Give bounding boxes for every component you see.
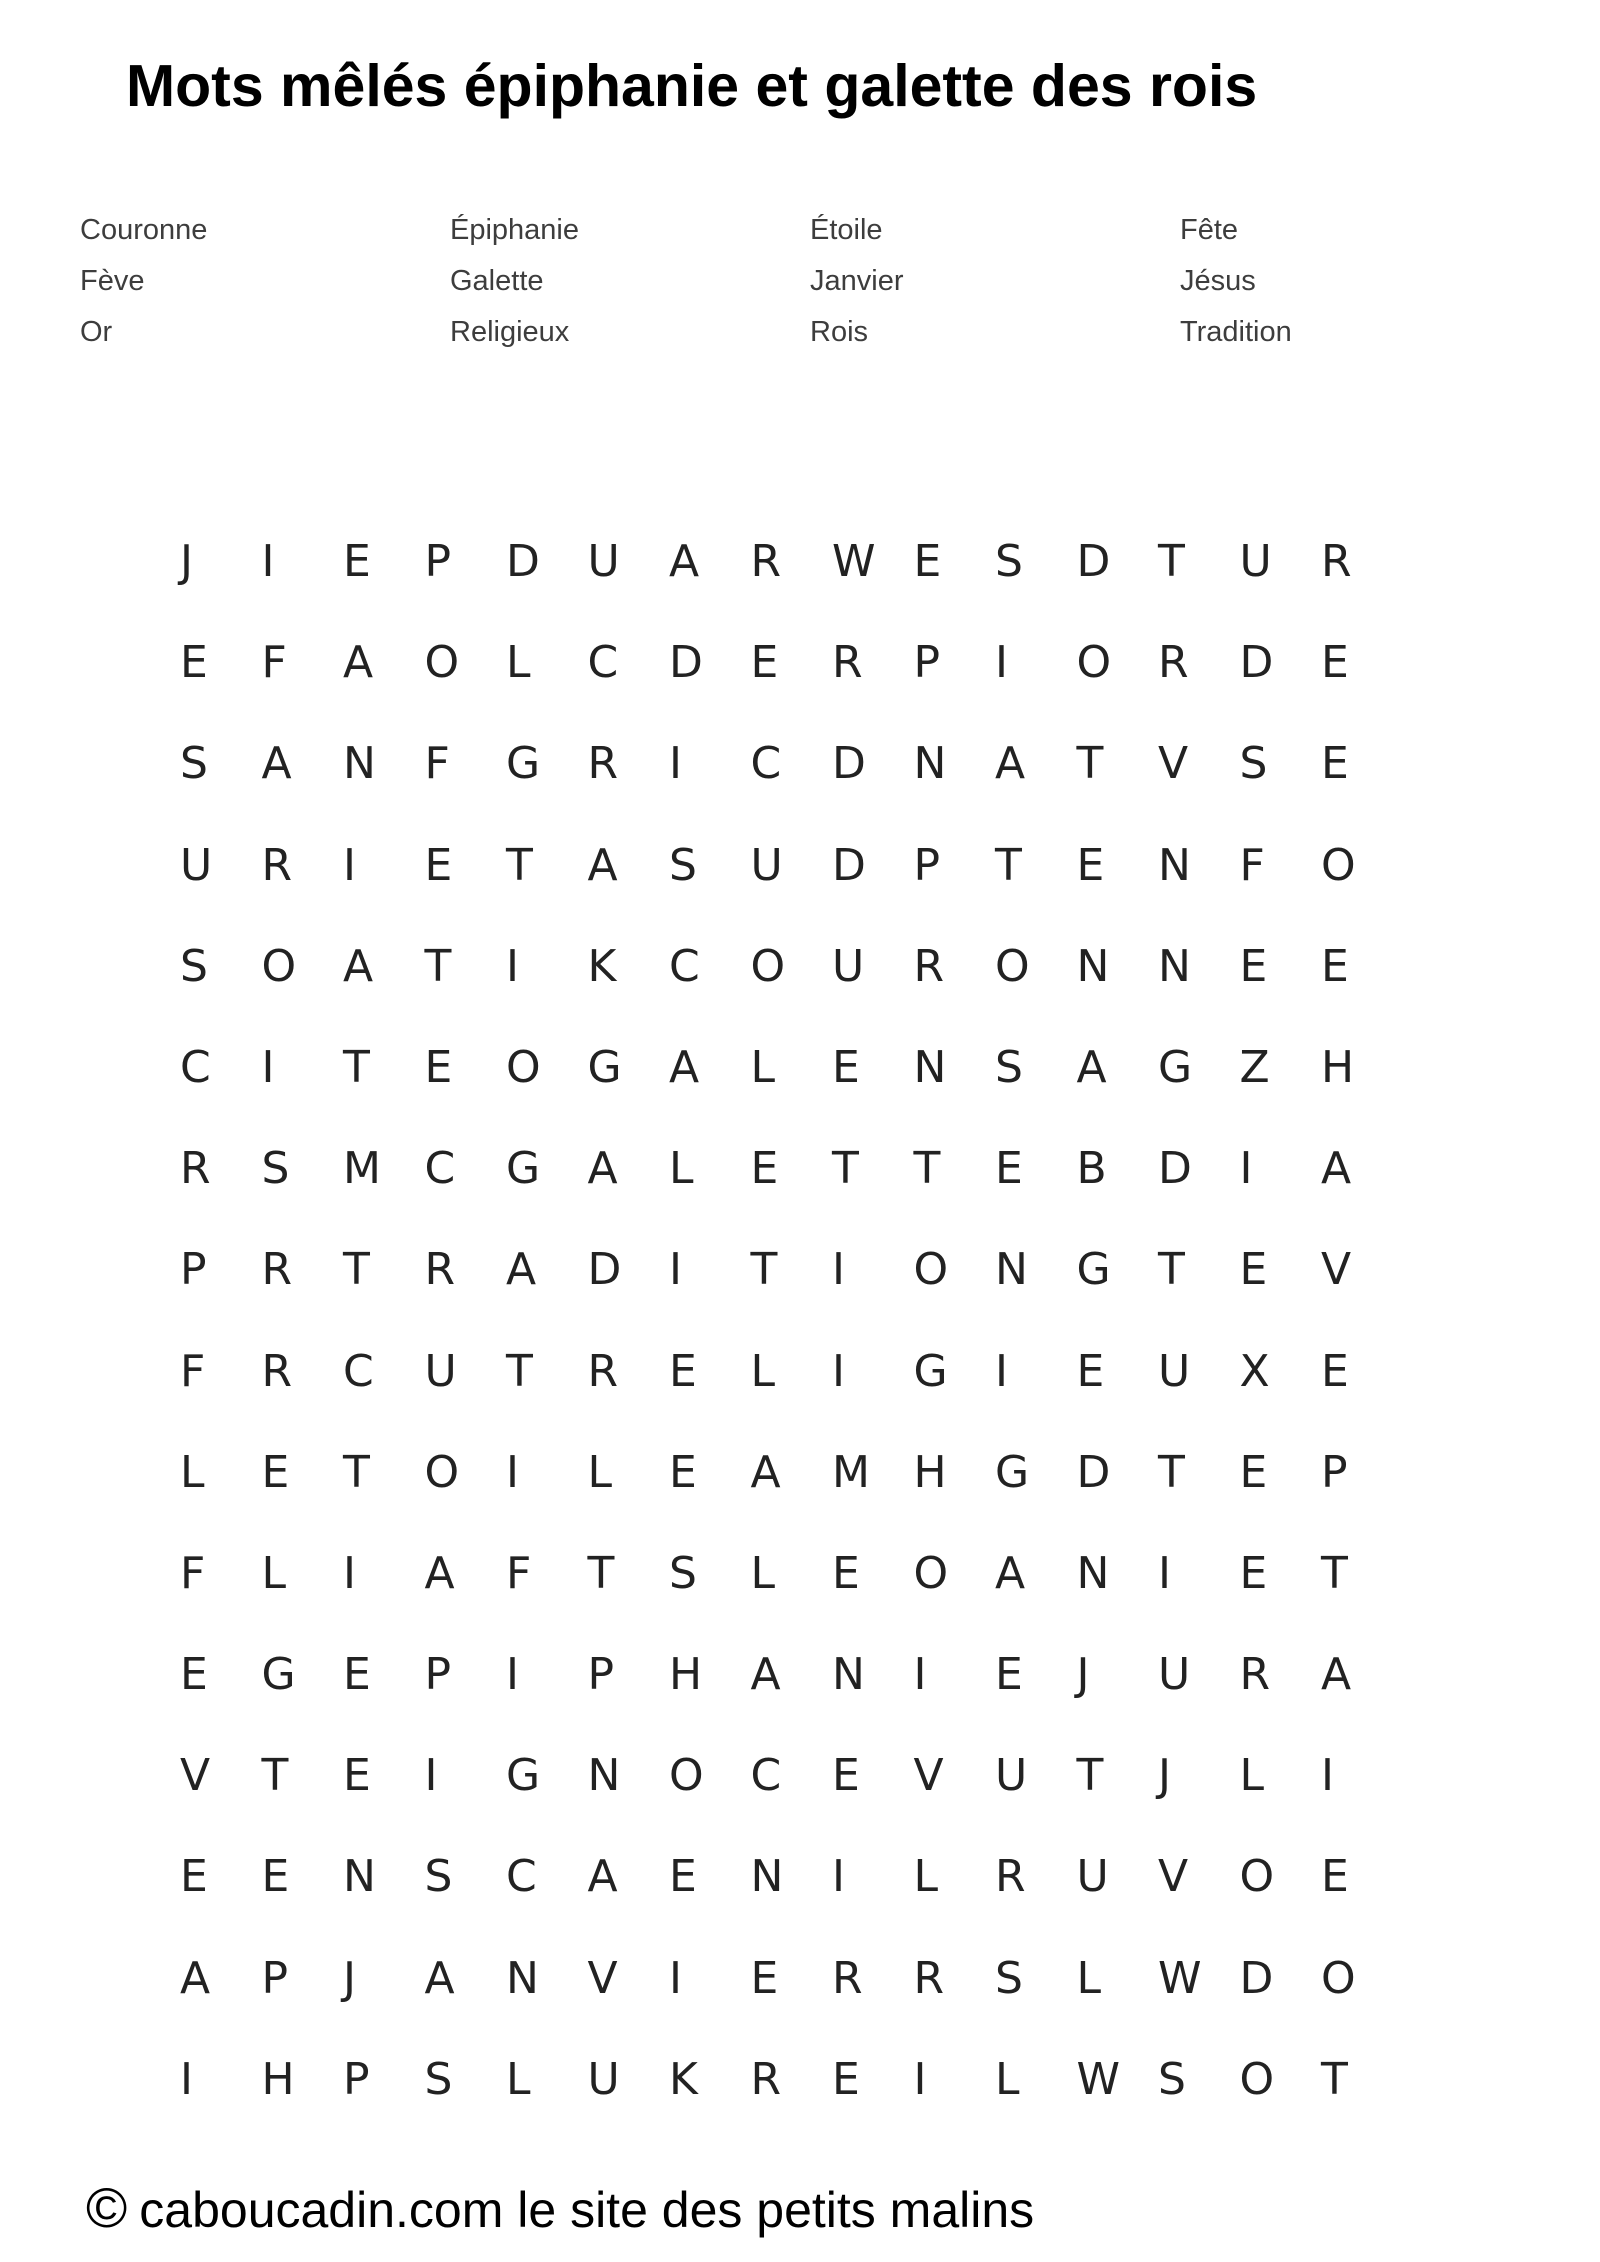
grid-letter: W bbox=[1158, 1952, 1202, 2004]
grid-letter: A bbox=[180, 1952, 211, 2004]
grid-letter: R bbox=[261, 839, 293, 891]
grid-letter: N bbox=[587, 1750, 621, 1802]
grid-letter: T bbox=[587, 1547, 615, 1599]
grid-letter: A bbox=[506, 1244, 537, 1296]
grid-letter: A bbox=[1321, 1143, 1352, 1195]
grid-letter: F bbox=[180, 1547, 206, 1599]
grid-letter: A bbox=[995, 738, 1026, 790]
grid-letter: E bbox=[1076, 1345, 1105, 1397]
grid-letter: G bbox=[1158, 1041, 1193, 1093]
grid-letter: P bbox=[424, 536, 452, 587]
grid-letter: E bbox=[750, 1952, 779, 2004]
grid-letter: A bbox=[587, 1851, 618, 1903]
grid-letter: E bbox=[261, 1851, 290, 1903]
grid-letter: N bbox=[1076, 1547, 1110, 1599]
word-list-item: Jésus bbox=[1180, 265, 1256, 297]
grid-letter: T bbox=[1321, 2053, 1348, 2105]
grid-letter: L bbox=[913, 1851, 939, 1903]
word-list-item: Fête bbox=[1180, 214, 1239, 246]
grid-letter: S bbox=[995, 1041, 1023, 1093]
grid-letter: U bbox=[1239, 536, 1272, 587]
grid-letter: N bbox=[343, 1851, 376, 1903]
grid-letter: R bbox=[587, 738, 619, 790]
grid-letter: E bbox=[832, 1041, 860, 1093]
grid-letter: H bbox=[1321, 1041, 1355, 1093]
grid-letter: N bbox=[506, 1952, 539, 2004]
grid-letter: P bbox=[424, 1649, 452, 1701]
grid-letter: H bbox=[669, 1649, 703, 1701]
grid-letter: T bbox=[343, 1446, 370, 1498]
grid-letter: P bbox=[180, 1244, 207, 1296]
grid-letter: M bbox=[832, 1446, 870, 1498]
grid-letter: R bbox=[261, 1244, 293, 1296]
grid-letter: L bbox=[669, 1143, 694, 1195]
grid-letter: I bbox=[1158, 1547, 1171, 1599]
grid-letter: H bbox=[261, 2053, 295, 2105]
grid-letter: H bbox=[913, 1446, 947, 1498]
grid-letter: I bbox=[913, 2053, 927, 2105]
grid-letter: A bbox=[261, 738, 292, 790]
grid-letter: C bbox=[343, 1345, 374, 1397]
grid-letter: N bbox=[750, 1851, 784, 1903]
grid-letter: P bbox=[587, 1649, 615, 1701]
grid-letter: O bbox=[506, 1041, 541, 1093]
grid-letter: L bbox=[995, 2053, 1020, 2105]
grid-letter: V bbox=[1158, 1851, 1189, 1903]
grid-letter: L bbox=[1076, 1952, 1102, 2004]
grid-letter: C bbox=[587, 637, 619, 689]
grid-letter: U bbox=[750, 839, 783, 891]
grid-letter: U bbox=[424, 1345, 457, 1397]
grid-letter: D bbox=[832, 839, 866, 891]
grid-letter: T bbox=[261, 1750, 289, 1802]
grid-letter: L bbox=[587, 1446, 613, 1498]
grid-letter: E bbox=[1321, 1345, 1349, 1397]
grid-letter: L bbox=[750, 1345, 776, 1397]
grid-letter: A bbox=[587, 839, 618, 891]
grid-letter: A bbox=[750, 1446, 781, 1498]
grid-letter: I bbox=[343, 1547, 356, 1599]
grid-letter: A bbox=[669, 536, 700, 587]
grid-letter: V bbox=[587, 1952, 618, 2004]
grid-letter: A bbox=[1321, 1649, 1352, 1701]
grid-letter: S bbox=[1239, 738, 1268, 790]
grid-letter: P bbox=[343, 2053, 370, 2105]
grid-letter: G bbox=[506, 738, 541, 790]
grid-letter: V bbox=[913, 1750, 944, 1802]
grid-letter: T bbox=[1158, 1446, 1185, 1498]
grid-letter: R bbox=[913, 1952, 945, 2004]
grid-letter: C bbox=[424, 1143, 456, 1195]
grid-letter: T bbox=[832, 1143, 859, 1195]
grid-letter: E bbox=[995, 1143, 1023, 1195]
word-list bbox=[80, 205, 1460, 358]
grid-letter: I bbox=[832, 1244, 845, 1296]
grid-letter: I bbox=[261, 536, 275, 587]
grid-letter: T bbox=[913, 1143, 941, 1195]
grid-letter: E bbox=[750, 637, 779, 689]
grid-letter: I bbox=[832, 1851, 845, 1903]
grid-letter: E bbox=[1239, 1244, 1268, 1296]
grid-letter: U bbox=[995, 1750, 1028, 1802]
grid-letter: T bbox=[1158, 1244, 1185, 1296]
grid-letter: T bbox=[506, 839, 533, 891]
grid-letter: O bbox=[1076, 637, 1112, 689]
grid-letter: G bbox=[995, 1446, 1030, 1498]
grid-letter: R bbox=[261, 1345, 293, 1397]
word-list-item: Épiphanie bbox=[450, 214, 579, 246]
grid-letter: A bbox=[424, 1547, 455, 1599]
grid-letter: D bbox=[1076, 536, 1111, 587]
grid-letter: D bbox=[1239, 637, 1274, 689]
grid-letter: E bbox=[995, 1649, 1023, 1701]
grid-letter: E bbox=[669, 1345, 697, 1397]
grid-letter: E bbox=[1321, 940, 1349, 992]
grid-letter: F bbox=[506, 1547, 532, 1599]
grid-letter: E bbox=[669, 1851, 697, 1903]
grid-letter: C bbox=[750, 1750, 782, 1802]
grid-letter: K bbox=[669, 2053, 698, 2105]
grid-letter: F bbox=[1239, 839, 1265, 891]
grid-letter: G bbox=[506, 1750, 541, 1802]
grid-letter: S bbox=[669, 1547, 697, 1599]
grid-letter: N bbox=[1158, 940, 1191, 992]
grid-letter: E bbox=[832, 1750, 860, 1802]
grid-letter: I bbox=[995, 637, 1008, 689]
grid-letter: R bbox=[750, 2053, 782, 2105]
grid-letter: A bbox=[750, 1649, 781, 1701]
grid-letter: T bbox=[995, 839, 1022, 891]
grid-letter: R bbox=[913, 940, 945, 992]
grid-letter: A bbox=[1076, 1041, 1107, 1093]
grid-letter: E bbox=[180, 1851, 208, 1903]
grid-letter: N bbox=[913, 738, 947, 790]
grid-letter: R bbox=[750, 536, 782, 587]
grid-letter: E bbox=[750, 1143, 779, 1195]
grid-letter: T bbox=[343, 1244, 370, 1296]
grid-letter: O bbox=[995, 940, 1030, 992]
grid-letter: O bbox=[424, 1446, 460, 1498]
grid-letter: I bbox=[261, 1041, 275, 1093]
grid-letter: I bbox=[506, 940, 519, 992]
grid-letter: O bbox=[1239, 1851, 1275, 1903]
grid-letter: T bbox=[750, 1244, 778, 1296]
grid-letter: C bbox=[750, 738, 782, 790]
grid-letter: I bbox=[180, 2053, 193, 2105]
grid-letter: O bbox=[750, 940, 786, 992]
footer-text: caboucadin.com le site des petits malins bbox=[139, 2182, 1035, 2238]
grid-letter: P bbox=[913, 637, 941, 689]
grid-letter: N bbox=[995, 1244, 1028, 1296]
grid-letter: E bbox=[1321, 738, 1349, 790]
word-list-item: Religieux bbox=[450, 316, 570, 348]
grid-letter: E bbox=[832, 1547, 860, 1599]
grid-letter: W bbox=[1076, 2053, 1121, 2105]
grid-letter: O bbox=[669, 1750, 704, 1802]
grid-letter: V bbox=[180, 1750, 211, 1802]
grid-letter: O bbox=[424, 637, 460, 689]
grid-letter: T bbox=[1076, 738, 1104, 790]
grid-letter: C bbox=[669, 940, 700, 992]
grid-letter: R bbox=[424, 1244, 456, 1296]
grid-letter: N bbox=[1158, 839, 1191, 891]
grid-letter: E bbox=[424, 1041, 453, 1093]
copyright-icon: © bbox=[86, 2176, 128, 2239]
grid-letter: G bbox=[587, 1041, 622, 1093]
grid-letter: G bbox=[1076, 1244, 1111, 1296]
grid-letter: O bbox=[261, 940, 297, 992]
grid-letter: G bbox=[506, 1143, 541, 1195]
footer bbox=[86, 2176, 1034, 2242]
grid-letter: T bbox=[1321, 1547, 1348, 1599]
grid-letter: O bbox=[913, 1244, 949, 1296]
page-title: Mots mêlés épiphanie et galette des rois bbox=[126, 53, 1258, 119]
grid-letter: I bbox=[1321, 1750, 1334, 1802]
grid-letter: P bbox=[261, 1952, 289, 2004]
grid-letter: S bbox=[1158, 2053, 1186, 2105]
grid-letter: O bbox=[1239, 2053, 1275, 2105]
grid-letter: S bbox=[424, 1851, 453, 1903]
grid-letter: E bbox=[669, 1446, 697, 1498]
grid-letter: U bbox=[1158, 1345, 1191, 1397]
grid-letter: J bbox=[1158, 1750, 1171, 1802]
grid-letter: L bbox=[261, 1547, 287, 1599]
grid-letter: A bbox=[343, 637, 374, 689]
grid-letter: A bbox=[587, 1143, 618, 1195]
grid-letter: N bbox=[832, 1649, 865, 1701]
grid-letter: L bbox=[506, 2053, 531, 2105]
grid-letter: C bbox=[506, 1851, 537, 1903]
grid-letter: E bbox=[913, 536, 942, 587]
grid-letter: F bbox=[261, 637, 287, 689]
grid-letter: A bbox=[995, 1547, 1026, 1599]
grid-letter: R bbox=[832, 637, 863, 689]
grid-letter: I bbox=[913, 1649, 927, 1701]
grid-letter: E bbox=[832, 2053, 860, 2105]
grid-letter: W bbox=[832, 536, 876, 587]
grid-letter: U bbox=[587, 536, 620, 587]
grid-letter: E bbox=[343, 536, 371, 587]
grid-letter: R bbox=[832, 1952, 863, 2004]
grid-letter: R bbox=[587, 1345, 619, 1397]
grid-letter: T bbox=[1158, 536, 1185, 587]
grid-letter: I bbox=[1239, 1143, 1253, 1195]
grid-letter: G bbox=[913, 1345, 948, 1397]
grid-letter: R bbox=[1158, 637, 1189, 689]
grid-letter: J bbox=[1076, 1649, 1090, 1701]
grid-letter: R bbox=[1239, 1649, 1271, 1701]
grid-letter: I bbox=[995, 1345, 1008, 1397]
grid-letter: D bbox=[1158, 1143, 1192, 1195]
grid-letter: S bbox=[180, 738, 208, 790]
word-list-item: Tradition bbox=[1180, 316, 1292, 348]
grid-letter: J bbox=[343, 1952, 356, 2004]
grid-letter: L bbox=[180, 1446, 205, 1498]
grid-letter: S bbox=[180, 940, 208, 992]
grid-letter: I bbox=[832, 1345, 845, 1397]
grid-letter: U bbox=[180, 839, 213, 891]
grid-letter: O bbox=[1321, 1952, 1356, 2004]
grid-letter: E bbox=[424, 839, 453, 891]
grid-letter: Z bbox=[1239, 1041, 1270, 1093]
grid-letter: I bbox=[669, 738, 682, 790]
grid-letter: O bbox=[913, 1547, 949, 1599]
word-list-item: Couronne bbox=[80, 214, 208, 246]
grid-letter: A bbox=[424, 1952, 455, 2004]
grid-letter: T bbox=[424, 940, 452, 992]
grid-letter: E bbox=[180, 637, 208, 689]
grid-letter: E bbox=[343, 1649, 371, 1701]
grid-letter: E bbox=[1239, 940, 1268, 992]
grid-letter: D bbox=[587, 1244, 622, 1296]
grid-letter: I bbox=[669, 1952, 682, 2004]
grid-letter: V bbox=[1321, 1244, 1352, 1296]
grid-letter: O bbox=[1321, 839, 1356, 891]
word-list-item: Janvier bbox=[810, 265, 904, 297]
grid-letter: X bbox=[1239, 1345, 1270, 1397]
grid-letter: D bbox=[832, 738, 866, 790]
grid-letter: E bbox=[343, 1750, 371, 1802]
grid-letter: E bbox=[1239, 1547, 1268, 1599]
grid-letter: N bbox=[913, 1041, 947, 1093]
grid-letter: S bbox=[424, 2053, 453, 2105]
grid-letter: D bbox=[1076, 1446, 1111, 1498]
grid-letter: E bbox=[1321, 637, 1349, 689]
grid-letter: V bbox=[1158, 738, 1189, 790]
grid-letter: A bbox=[343, 940, 374, 992]
grid-letter: R bbox=[995, 1851, 1026, 1903]
grid-letter: K bbox=[587, 940, 617, 992]
grid-letter: J bbox=[180, 536, 193, 587]
grid-letter: E bbox=[1239, 1446, 1268, 1498]
grid-letter: L bbox=[750, 1547, 776, 1599]
grid-letter: I bbox=[424, 1750, 438, 1802]
grid-letter: I bbox=[669, 1244, 682, 1296]
grid-letter: E bbox=[1076, 839, 1105, 891]
grid-letter: N bbox=[1076, 940, 1110, 992]
grid-letter: E bbox=[180, 1649, 208, 1701]
grid-letter: U bbox=[587, 2053, 620, 2105]
grid-letter: T bbox=[506, 1345, 533, 1397]
grid-letter: S bbox=[669, 839, 697, 891]
grid-letter: L bbox=[750, 1041, 776, 1093]
letter-grid bbox=[180, 527, 1356, 2146]
grid-letter: F bbox=[424, 738, 450, 790]
grid-letter: U bbox=[832, 940, 865, 992]
grid-letter: I bbox=[506, 1649, 519, 1701]
grid-letter: L bbox=[506, 637, 531, 689]
grid-letter: L bbox=[1239, 1750, 1265, 1802]
grid-letter: T bbox=[1076, 1750, 1104, 1802]
word-list-item: Étoile bbox=[810, 214, 883, 246]
word-list-item: Or bbox=[80, 316, 113, 348]
grid-letter: E bbox=[261, 1446, 290, 1498]
grid-letter: D bbox=[669, 637, 703, 689]
grid-letter: T bbox=[343, 1041, 370, 1093]
grid-letter: M bbox=[343, 1143, 381, 1195]
grid-letter: D bbox=[1239, 1952, 1274, 2004]
grid-letter: G bbox=[261, 1649, 296, 1701]
grid-letter: U bbox=[1076, 1851, 1109, 1903]
grid-letter: D bbox=[506, 536, 540, 587]
grid-letter: U bbox=[1158, 1649, 1191, 1701]
grid-letter: R bbox=[180, 1143, 211, 1195]
grid-letter: S bbox=[995, 536, 1023, 587]
grid-letter: B bbox=[1076, 1143, 1107, 1195]
grid-letter: P bbox=[1321, 1446, 1348, 1498]
grid-letter: S bbox=[261, 1143, 290, 1195]
word-list-item: Galette bbox=[450, 265, 544, 297]
grid-letter: N bbox=[343, 738, 376, 790]
grid-letter: S bbox=[995, 1952, 1023, 2004]
grid-letter: F bbox=[180, 1345, 206, 1397]
grid-letter: R bbox=[1321, 536, 1352, 587]
grid-letter: I bbox=[506, 1446, 519, 1498]
word-list-item: Fève bbox=[80, 265, 145, 297]
grid-letter: C bbox=[180, 1041, 211, 1093]
word-list-item: Rois bbox=[810, 316, 869, 348]
grid-letter: A bbox=[669, 1041, 700, 1093]
grid-letter: E bbox=[1321, 1851, 1349, 1903]
grid-letter: P bbox=[913, 839, 941, 891]
grid-letter: I bbox=[343, 839, 356, 891]
